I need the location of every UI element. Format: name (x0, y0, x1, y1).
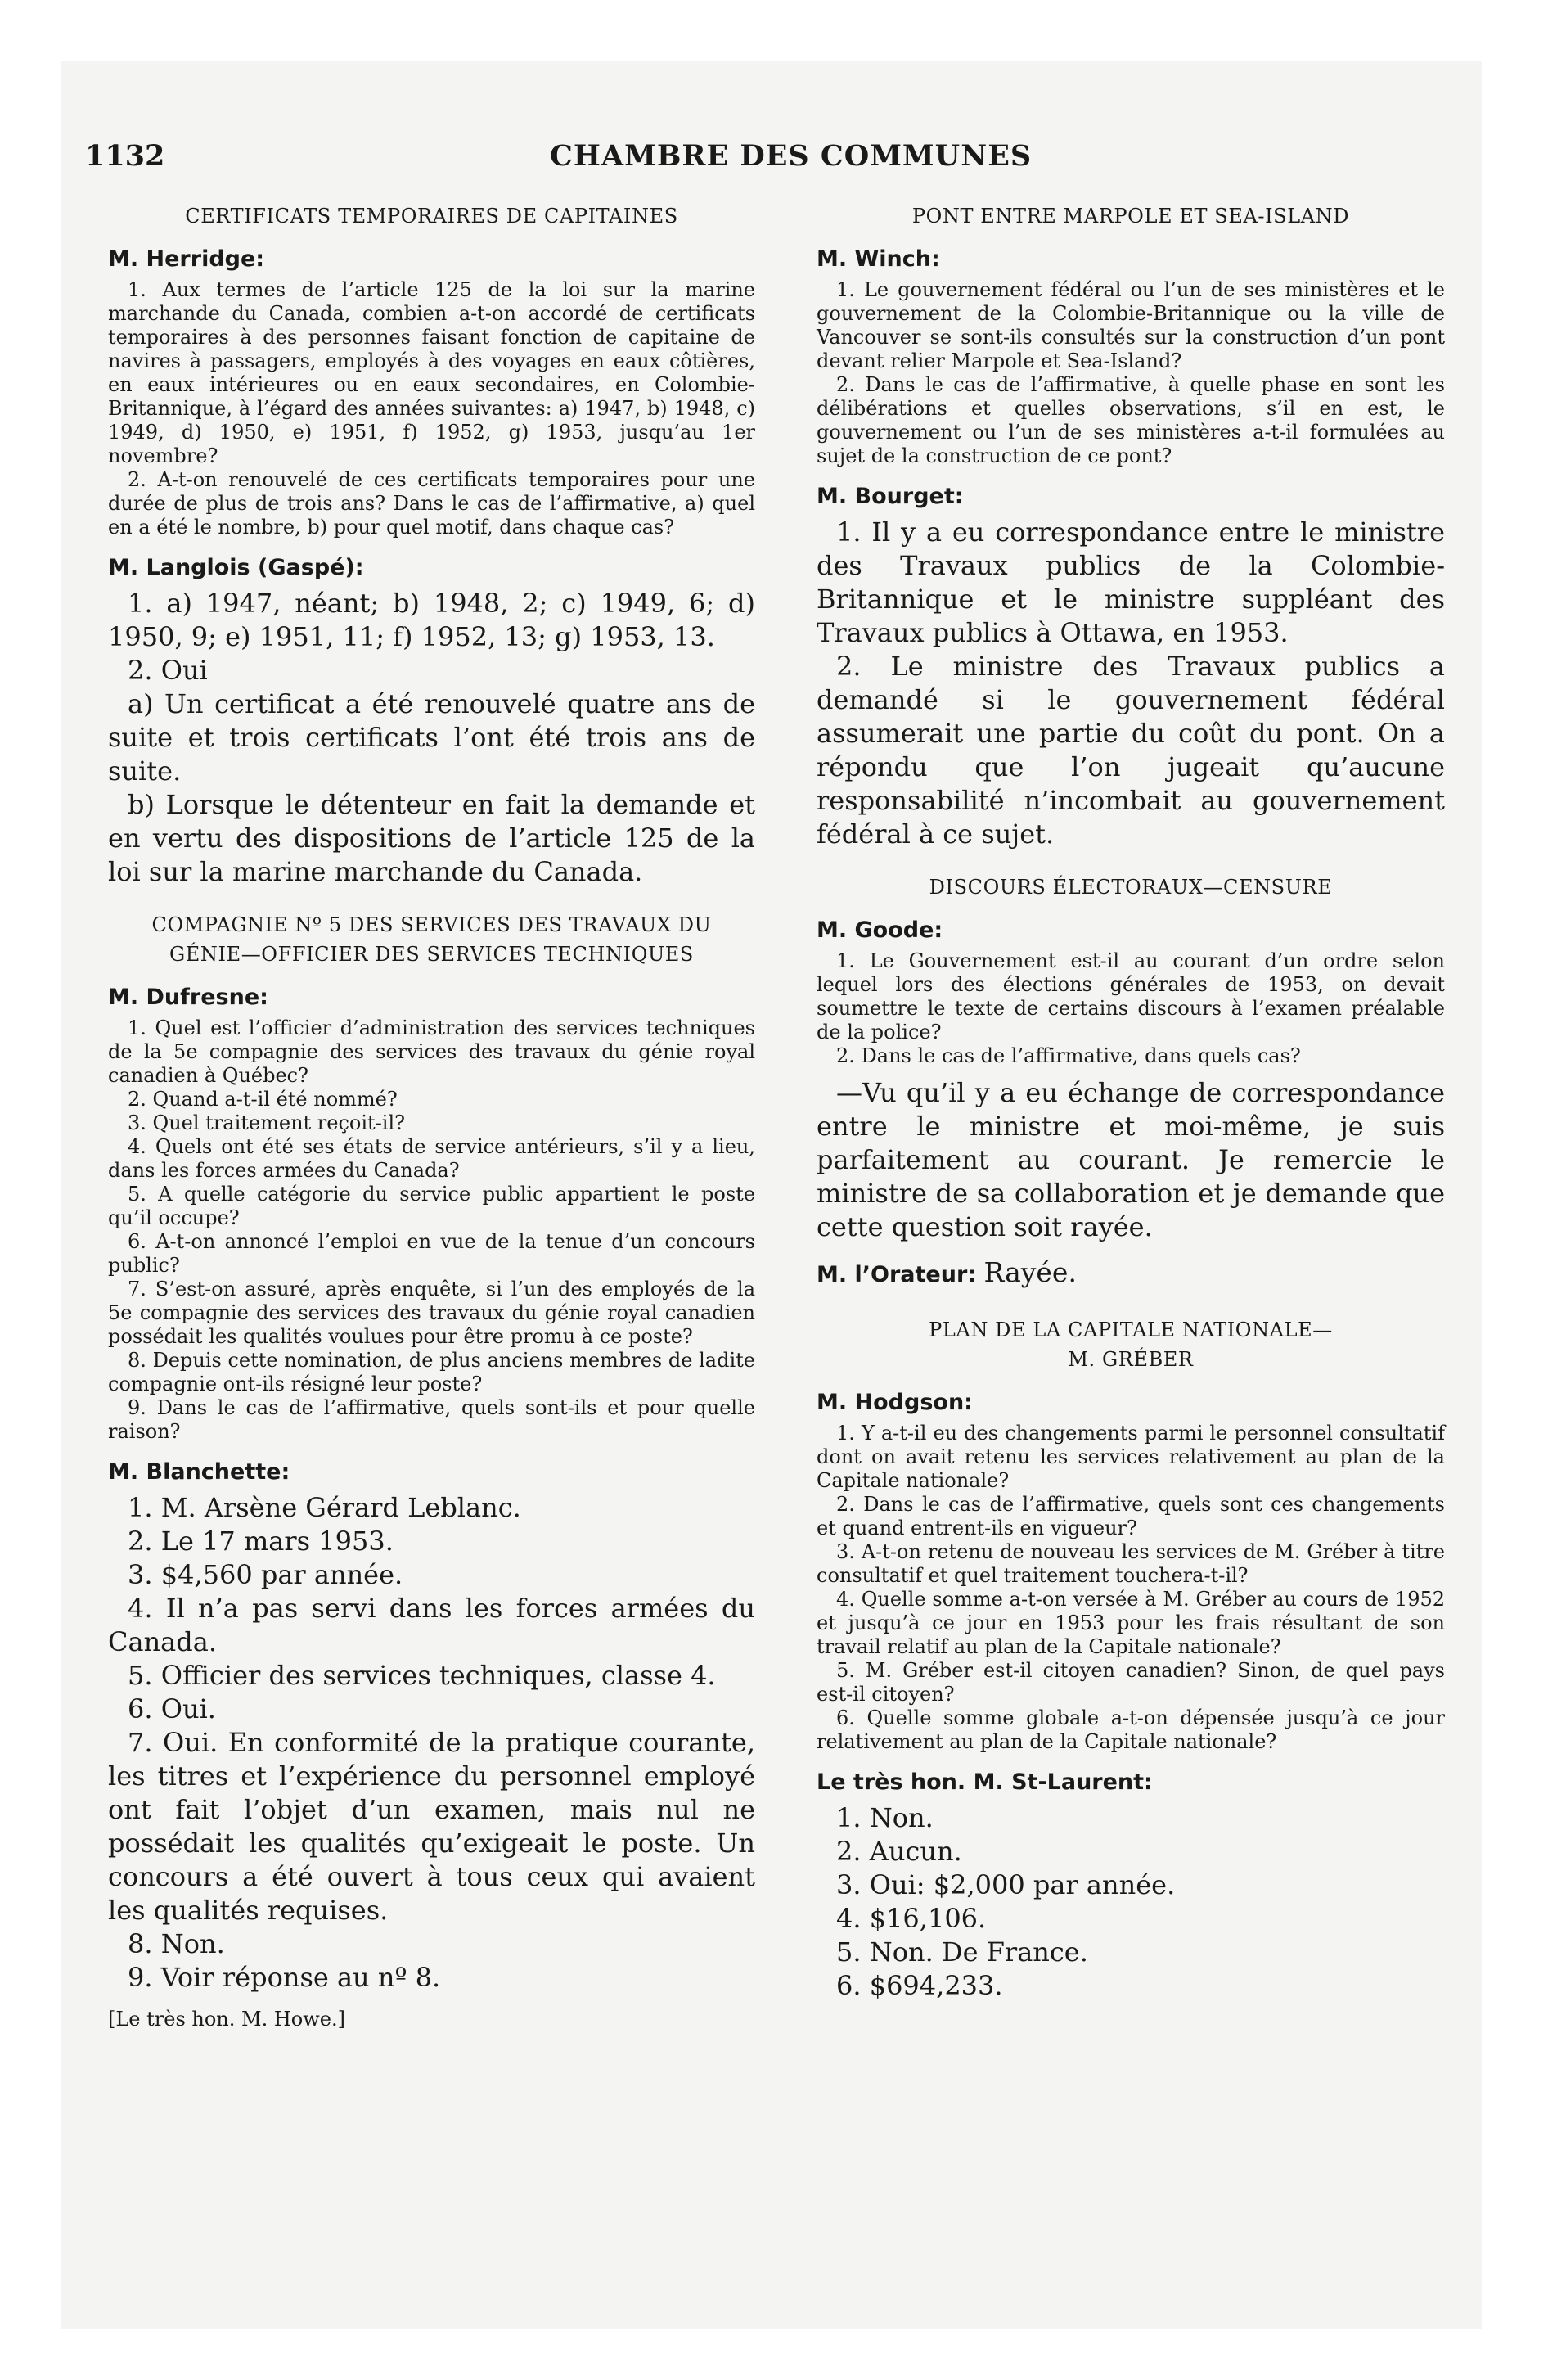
answer: 6. Oui. (128, 1693, 216, 1724)
answer: 5. Non. De France. (836, 1936, 1088, 1968)
question: 2. Dans le cas de l’affirmative, à quelle phase en sont les délibérations et quelles observations, s’il en est, le gouvernement ou l’un de ses ministères a-t-il formulées au sujet de la construction de ce pont? (817, 373, 1445, 467)
question: 2. Dans le cas de l’affirmative, quels sont ces changements et quand entrent-ils en vigueur? (817, 1493, 1445, 1539)
speaker-goode: M. Goode: (817, 917, 943, 943)
question: 6. Quelle somme globale a-t-on dépensée jusqu’à ce jour relativement au plan de la Capitale nationale? (817, 1706, 1445, 1753)
answer: 4. $16,106. (836, 1903, 987, 1934)
section-title-plan-line1: PLAN DE LA CAPITALE NATIONALE— (929, 1318, 1333, 1341)
document-page (61, 61, 1482, 2329)
question: 5. M. Gréber est-il citoyen canadien? Sinon, de quel pays est-il citoyen? (817, 1659, 1445, 1706)
answer: 5. Officier des services techniques, classe 4. (128, 1660, 716, 1691)
speaker-blanchette: M. Blanchette: (108, 1459, 290, 1485)
answer: 2. Aucun. (836, 1836, 962, 1867)
speaker-st-laurent: Le très hon. M. St-Laurent: (817, 1769, 1153, 1795)
page-header-title: CHAMBRE DES COMMUNES (550, 139, 1033, 173)
answer: 6. $694,233. (836, 1970, 1003, 2001)
answer: b) Lorsque le détenteur en fait la demande et en vertu des dispositions de l’article 125 de la loi sur la marine marchande du Canada. (108, 789, 755, 887)
question: 2. Dans le cas de l’affirmative, dans quels cas? (836, 1044, 1301, 1067)
section-title-certificats: CERTIFICATS TEMPORAIRES DE CAPITAINES (185, 205, 678, 228)
section-title-pont: PONT ENTRE MARPOLE ET SEA-ISLAND (911, 205, 1350, 228)
question: 1. Aux termes de l’article 125 de la loi sur la marine marchande du Canada, combien a-t-on accordé de certificats temporaires à des personnes faisant fonction de capitaine de navires à passagers, employés à des voyages en eaux côtières, en eaux intérieures ou en eaux secondaires, en Colombie-Britannique, à l’égard des années suivantes: a) 1947, b) 1948, c) 1949, d) 1950, e) 1951, f) 1952, g) 1953, jusqu’au 1er novembre? (108, 278, 755, 467)
question: 3. A-t-on retenu de nouveau les services de M. Gréber à titre consultatif et quel traitement touchera-t-il? (817, 1540, 1445, 1587)
answer: 3. $4,560 par année. (128, 1559, 403, 1590)
answer: 2. Oui (128, 655, 208, 686)
speaker-dufresne: M. Dufresne: (108, 985, 268, 1010)
speaker-name: M. l’Orateur: (817, 1262, 977, 1287)
answer: 1. a) 1947, néant; b) 1948, 2; c) 1949, 6; d) 1950, 9; e) 1951, 11; f) 1952, 13; g) 1953, 13. (108, 588, 755, 652)
stage-direction: [Le très hon. M. Howe.] (108, 2008, 345, 2031)
question: 1. Le Gouvernement est-il au courant d’un ordre selon lequel lors des élections générales de 1953, on devait soumettre le texte de certains discours à l’examen préalable de la police? (817, 949, 1445, 1044)
question: 7. S’est-on assuré, après enquête, si l’un des employés de la 5e compagnie des services des travaux du génie royal canadien possédait les qualités voulues pour être promu à ce poste? (108, 1278, 755, 1348)
speaker-orateur (817, 1256, 1445, 1289)
answer: 7. Oui. En conformité de la pratique courante, les titres et l’expérience du personnel employé ont fait l’objet d’un examen, mais nul ne possédait les qualités qu’exigeait le poste. Un concours a été ouvert à tous ceux qui avaient les qualités requises. (108, 1727, 755, 1926)
answer: 9. Voir réponse au nº 8. (128, 1962, 441, 1993)
answer: 4. Il n’a pas servi dans les forces armées du Canada. (108, 1593, 755, 1657)
speaker-winch: M. Winch: (817, 246, 940, 272)
page-number: 1132 (85, 139, 165, 173)
question: 2. A-t-on renouvelé de ces certificats temporaires pour une durée de plus de trois ans? Dans le cas de l’affirmative, a) quel en a été le nombre, b) pour quel motif, dans chaque cas? (108, 468, 755, 539)
question: 8. Depuis cette nomination, de plus anciens membres de ladite compagnie ont-ils résigné leur poste? (108, 1349, 755, 1395)
question: 1. Y a-t-il eu des changements parmi le personnel consultatif dont on avait retenu les services relativement au plan de la Capitale nationale? (817, 1422, 1445, 1492)
question: 1. Quel est l’officier d’administration des services techniques de la 5e compagnie des services des travaux du génie royal canadien à Québec? (108, 1016, 755, 1087)
question: 6. A-t-on annoncé l’emploi en vue de la tenue d’un concours public? (108, 1230, 755, 1277)
speaker-herridge: M. Herridge: (108, 246, 265, 272)
left-column (108, 201, 755, 2034)
section-title-compagnie-line2: GÉNIE—OFFICIER DES SERVICES TECHNIQUES (169, 943, 694, 966)
section-title-discours: DISCOURS ÉLECTORAUX—CENSURE (929, 876, 1333, 899)
speaker-hodgson: M. Hodgson: (817, 1390, 973, 1415)
question: 9. Dans le cas de l’affirmative, quels sont-ils et pour quelle raison? (108, 1396, 755, 1443)
section-title-compagnie-line1: COMPAGNIE Nº 5 DES SERVICES DES TRAVAUX DU (151, 913, 712, 936)
answer: a) Un certificat a été renouvelé quatre ans de suite et trois certificats l’ont été trois ans de suite. (108, 688, 755, 787)
question: 4. Quelle somme a-t-on versée à M. Gréber au cours de 1952 et jusqu’à ce jour en 1953 pour les frais résultant de son travail relatif au plan de la Capitale nationale? (817, 1588, 1445, 1658)
answer: 8. Non. (128, 1928, 225, 1959)
question: 2. Quand a-t-il été nommé? (128, 1088, 398, 1111)
question: 5. A quelle catégorie du service public appartient le poste qu’il occupe? (108, 1183, 755, 1229)
right-column (817, 201, 1445, 2003)
answer: 1. Non. (836, 1802, 934, 1833)
answer: 1. M. Arsène Gérard Leblanc. (128, 1492, 521, 1523)
answer-inline: Rayée. (983, 1256, 1077, 1288)
question: 1. Le gouvernement fédéral ou l’un de ses ministères et le gouvernement de la Colombie-Britannique ou la ville de Vancouver se sont-ils consultés sur la construction d’un pont devant relier Marpole et Sea-Island? (817, 278, 1445, 372)
answer: 2. Le ministre des Travaux publics a demandé si le gouvernement fédéral assumerait une partie du coût du pont. On a répondu que l’on jugeait qu’aucune responsabilité n’incombait au gouvernement fédéral à ce sujet. (817, 651, 1445, 850)
question: 3. Quel traitement reçoit-il? (128, 1111, 406, 1134)
speaker-bourget: M. Bourget: (817, 484, 964, 509)
answer: 2. Le 17 mars 1953. (128, 1526, 394, 1557)
section-title-plan-line2: M. GRÉBER (1068, 1348, 1194, 1371)
speaker-langlois: M. Langlois (Gaspé): (108, 555, 364, 580)
answer: 3. Oui: $2,000 par année. (836, 1869, 1176, 1900)
answer: —Vu qu’il y a eu échange de correspondance entre le ministre et moi-même, je suis parfaitement au courant. Je remercie le ministre de sa collaboration et je demande que cette question soit rayée. (817, 1077, 1445, 1242)
question: 4. Quels ont été ses états de service antérieurs, s’il y a lieu, dans les forces armées du Canada? (108, 1135, 755, 1182)
answer: 1. Il y a eu correspondance entre le ministre des Travaux publics de la Colombie-Britannique et le ministre suppléant des Travaux publics à Ottawa, en 1953. (817, 516, 1445, 648)
